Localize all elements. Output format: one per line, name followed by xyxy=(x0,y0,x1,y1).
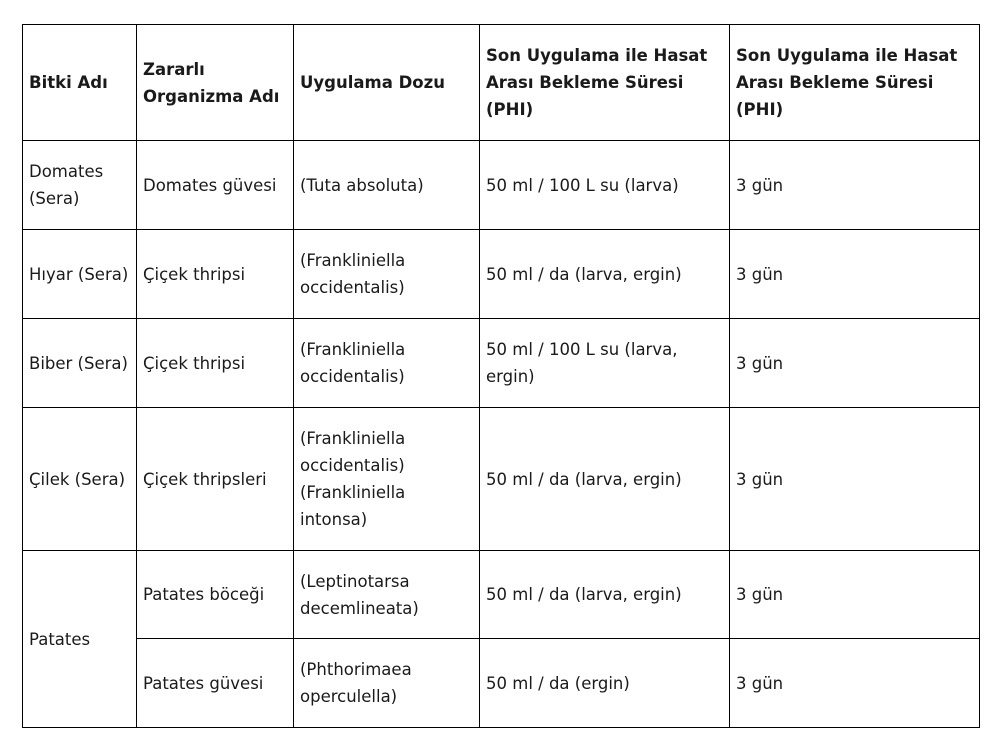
cell-phi: 50 ml / da (ergin) xyxy=(480,639,730,728)
cell-pest: Domates güvesi xyxy=(137,141,294,230)
header-phi: Son Uygulama ile Hasat Arası Bekleme Süresi (PHI) xyxy=(480,25,730,141)
cell-phi: 50 ml / 100 L su (larva) xyxy=(480,141,730,230)
cell-wait: 3 gün xyxy=(730,141,980,230)
table-header-row xyxy=(23,25,980,141)
cell-plant: Patates xyxy=(23,551,137,728)
header-plant-name: Bitki Adı xyxy=(23,25,137,141)
cell-dose: (Phthorimaea operculella) xyxy=(294,639,480,728)
cell-dose: (Tuta absoluta) xyxy=(294,141,480,230)
cell-phi: 50 ml / 100 L su (larva, ergin) xyxy=(480,319,730,408)
cell-phi: 50 ml / da (larva, ergin) xyxy=(480,408,730,551)
cell-pest: Çiçek thripsi xyxy=(137,319,294,408)
header-pest-name: Zararlı Organizma Adı xyxy=(137,25,294,141)
cell-plant: Biber (Sera) xyxy=(23,319,137,408)
cell-wait: 3 gün xyxy=(730,408,980,551)
cell-dose: (Frankliniella occidentalis) xyxy=(294,230,480,319)
cell-wait: 3 gün xyxy=(730,230,980,319)
cell-phi: 50 ml / da (larva, ergin) xyxy=(480,230,730,319)
cell-dose: (Leptinotarsa decemlineata) xyxy=(294,551,480,639)
cell-wait: 3 gün xyxy=(730,639,980,728)
pesticide-table xyxy=(22,24,980,728)
cell-plant: Domates (Sera) xyxy=(23,141,137,230)
table-row xyxy=(23,551,980,639)
cell-pest: Patates böceği xyxy=(137,551,294,639)
table-row xyxy=(23,319,980,408)
table-row xyxy=(23,230,980,319)
cell-dose: (Frankliniella occidentalis) (Frankliniella intonsa) xyxy=(294,408,480,551)
cell-dose: (Frankliniella occidentalis) xyxy=(294,319,480,408)
cell-phi: 50 ml / da (larva, ergin) xyxy=(480,551,730,639)
cell-wait: 3 gün xyxy=(730,551,980,639)
table-row xyxy=(23,639,980,728)
cell-pest: Çiçek thripsleri xyxy=(137,408,294,551)
cell-pest: Patates güvesi xyxy=(137,639,294,728)
table-row xyxy=(23,141,980,230)
cell-wait: 3 gün xyxy=(730,319,980,408)
header-phi-2: Son Uygulama ile Hasat Arası Bekleme Süresi (PHI) xyxy=(730,25,980,141)
cell-plant: Hıyar (Sera) xyxy=(23,230,137,319)
cell-plant: Çilek (Sera) xyxy=(23,408,137,551)
table-row xyxy=(23,408,980,551)
cell-pest: Çiçek thripsi xyxy=(137,230,294,319)
header-application-dose: Uygulama Dozu xyxy=(294,25,480,141)
